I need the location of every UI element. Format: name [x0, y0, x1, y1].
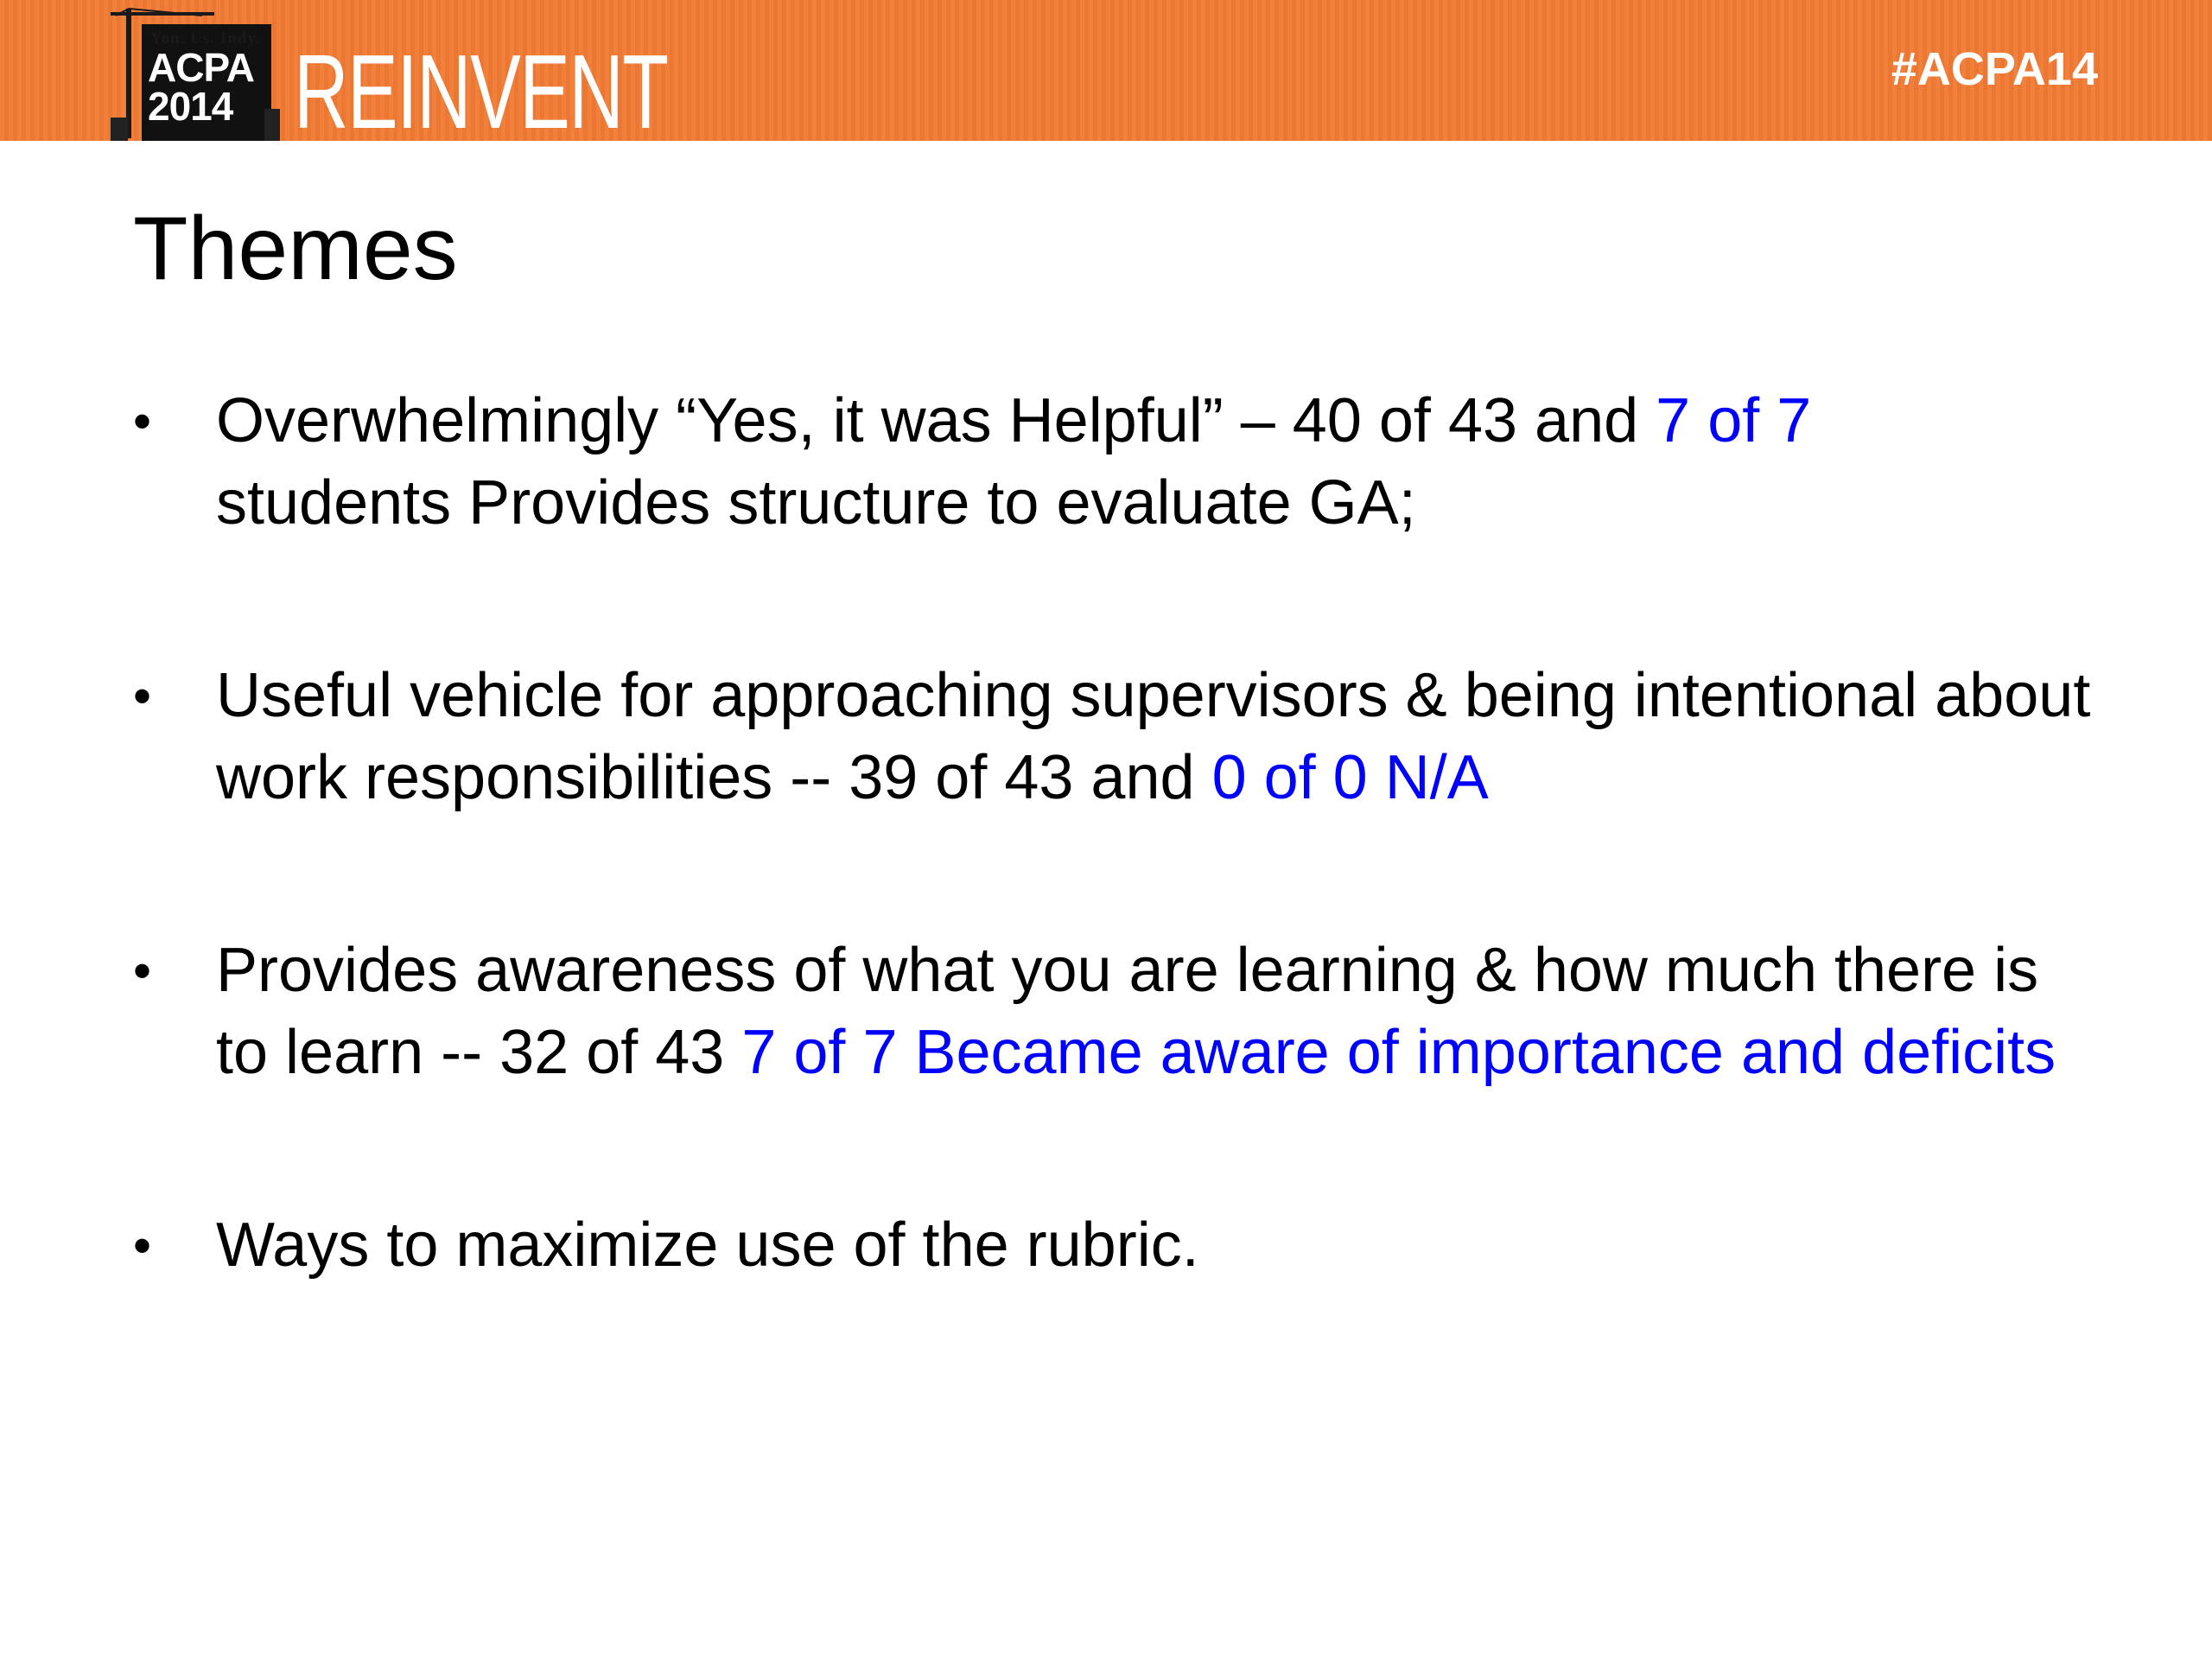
hashtag: #ACPA14	[1891, 43, 2098, 95]
bullet-dot-icon: •	[133, 1217, 152, 1274]
bullet-dot-icon: •	[133, 942, 152, 1000]
bullet-text: Ways to maximize use of the rubric.	[216, 1211, 1199, 1280]
logo-wordmark: REINVENT	[294, 33, 668, 150]
bullet-text: Useful vehicle for approaching supervisors & being intentional about work responsibilities -- 39 of 43 and	[216, 661, 2091, 812]
logo-tagline: You. Us. Indy.	[150, 29, 261, 48]
acpa-logo	[107, 5, 280, 141]
bullet-text-continued: students Provides structure to evaluate GA;	[216, 468, 1416, 537]
bullet-item	[130, 655, 2100, 819]
logo-org: ACPA	[148, 45, 254, 90]
header-banner	[0, 0, 2212, 150]
bullet-dot-icon: •	[133, 667, 152, 725]
bullet-highlight: 7 of 7 Became aware of importance and deficits	[741, 1018, 2056, 1087]
bullet-item	[130, 1205, 2100, 1287]
bullet-item	[130, 380, 2100, 544]
bullet-text: Provides awareness of what you are learning & how much there is to learn -- 32 of 43	[216, 936, 2039, 1087]
bullet-list	[130, 380, 2100, 1397]
logo-year: 2014	[148, 84, 233, 129]
slide-title: Themes	[133, 199, 458, 299]
bullet-text: Overwhelmingly “Yes, it was Helpful” – 40 of 43 and	[216, 386, 1656, 455]
bullet-dot-icon: •	[133, 392, 152, 450]
bullet-highlight: 0 of 0 N/A	[1211, 743, 1489, 812]
bullet-highlight: 7 of 7	[1656, 386, 1812, 455]
bullet-item	[130, 930, 2100, 1094]
